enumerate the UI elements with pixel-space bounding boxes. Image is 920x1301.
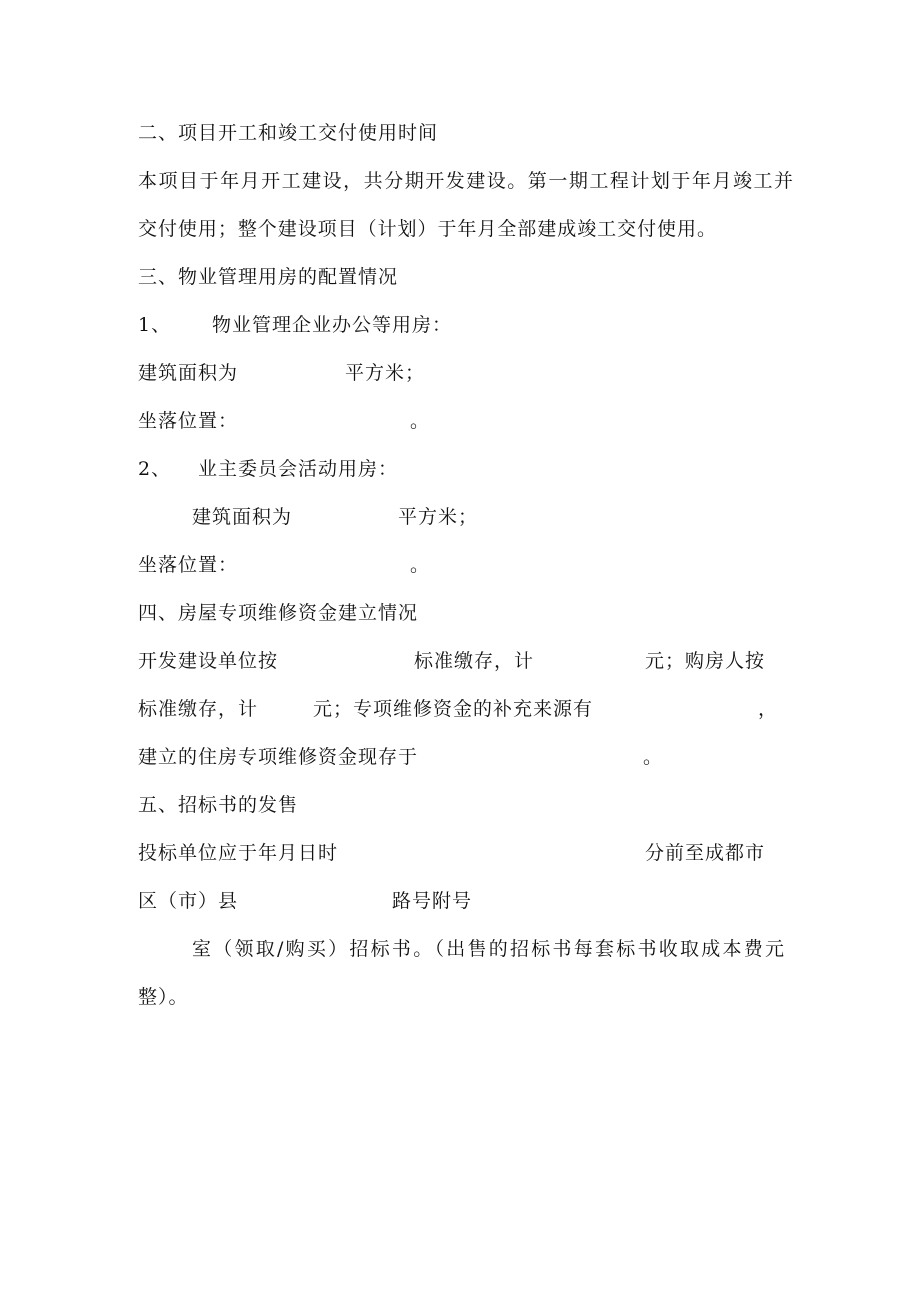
item-label: 物业管理企业办公等用房：	[212, 314, 453, 336]
section-3-heading: 三、物业管理用房的配置情况	[138, 266, 399, 288]
paragraph-line	[0, 648, 920, 674]
paragraph-line	[192, 936, 784, 962]
text: 标准缴存，计	[138, 698, 259, 720]
item-2	[0, 456, 920, 482]
text: 交付使用；整个建设项目（计划）于年月全部建成竣工交付使用。	[138, 218, 716, 240]
text: 元；购房人按	[645, 650, 766, 672]
section-5-heading: 五、招标书的发售	[138, 794, 299, 816]
item-1-location	[0, 408, 920, 434]
end-mark: 。	[410, 410, 431, 432]
item-1	[0, 312, 920, 338]
paragraph-line	[0, 840, 920, 866]
text: 室（领取/购买）招标书。（出售的招标书每套标书收取成本费元	[192, 938, 784, 960]
item-1-area	[0, 360, 920, 386]
item-2-location	[0, 552, 920, 578]
unit: 平方米；	[398, 506, 479, 528]
text: 建立的住房专项维修资金现存于	[138, 746, 419, 768]
text: 。	[643, 746, 664, 768]
item-number: 1、	[138, 314, 172, 336]
label: 坐落位置：	[138, 554, 239, 576]
paragraph-line	[0, 888, 920, 914]
section-2-heading: 二、项目开工和竣工交付使用时间	[138, 122, 439, 144]
item-label: 业主委员会活动用房：	[198, 458, 399, 480]
text: 本项目于年月开工建设，共分期开发建设。第一期工程计划于年月竣工并	[138, 170, 793, 192]
text: ，	[758, 698, 779, 720]
item-number: 2、	[138, 458, 172, 480]
text: 路号附号	[392, 890, 473, 912]
label: 建筑面积为	[192, 506, 293, 528]
text: 投标单位应于年月日时	[138, 842, 339, 864]
paragraph-line	[138, 216, 716, 242]
paragraph-line	[138, 168, 793, 194]
section-4-heading: 四、房屋专项维修资金建立情况	[138, 602, 419, 624]
paragraph-line	[0, 696, 920, 722]
label: 坐落位置：	[138, 410, 239, 432]
text: 区（市）县	[138, 890, 239, 912]
text: 开发建设单位按	[138, 650, 279, 672]
text: 元；专项维修资金的补充来源有	[313, 698, 594, 720]
end-mark: 。	[410, 554, 431, 576]
item-2-area	[0, 504, 920, 530]
label: 建筑面积为	[138, 362, 239, 384]
paragraph-line: 整）。	[138, 986, 189, 1008]
paragraph-line	[0, 744, 920, 770]
text: 标准缴存，计	[414, 650, 535, 672]
unit: 平方米；	[345, 362, 426, 384]
text: 分前至成都市	[645, 842, 766, 864]
